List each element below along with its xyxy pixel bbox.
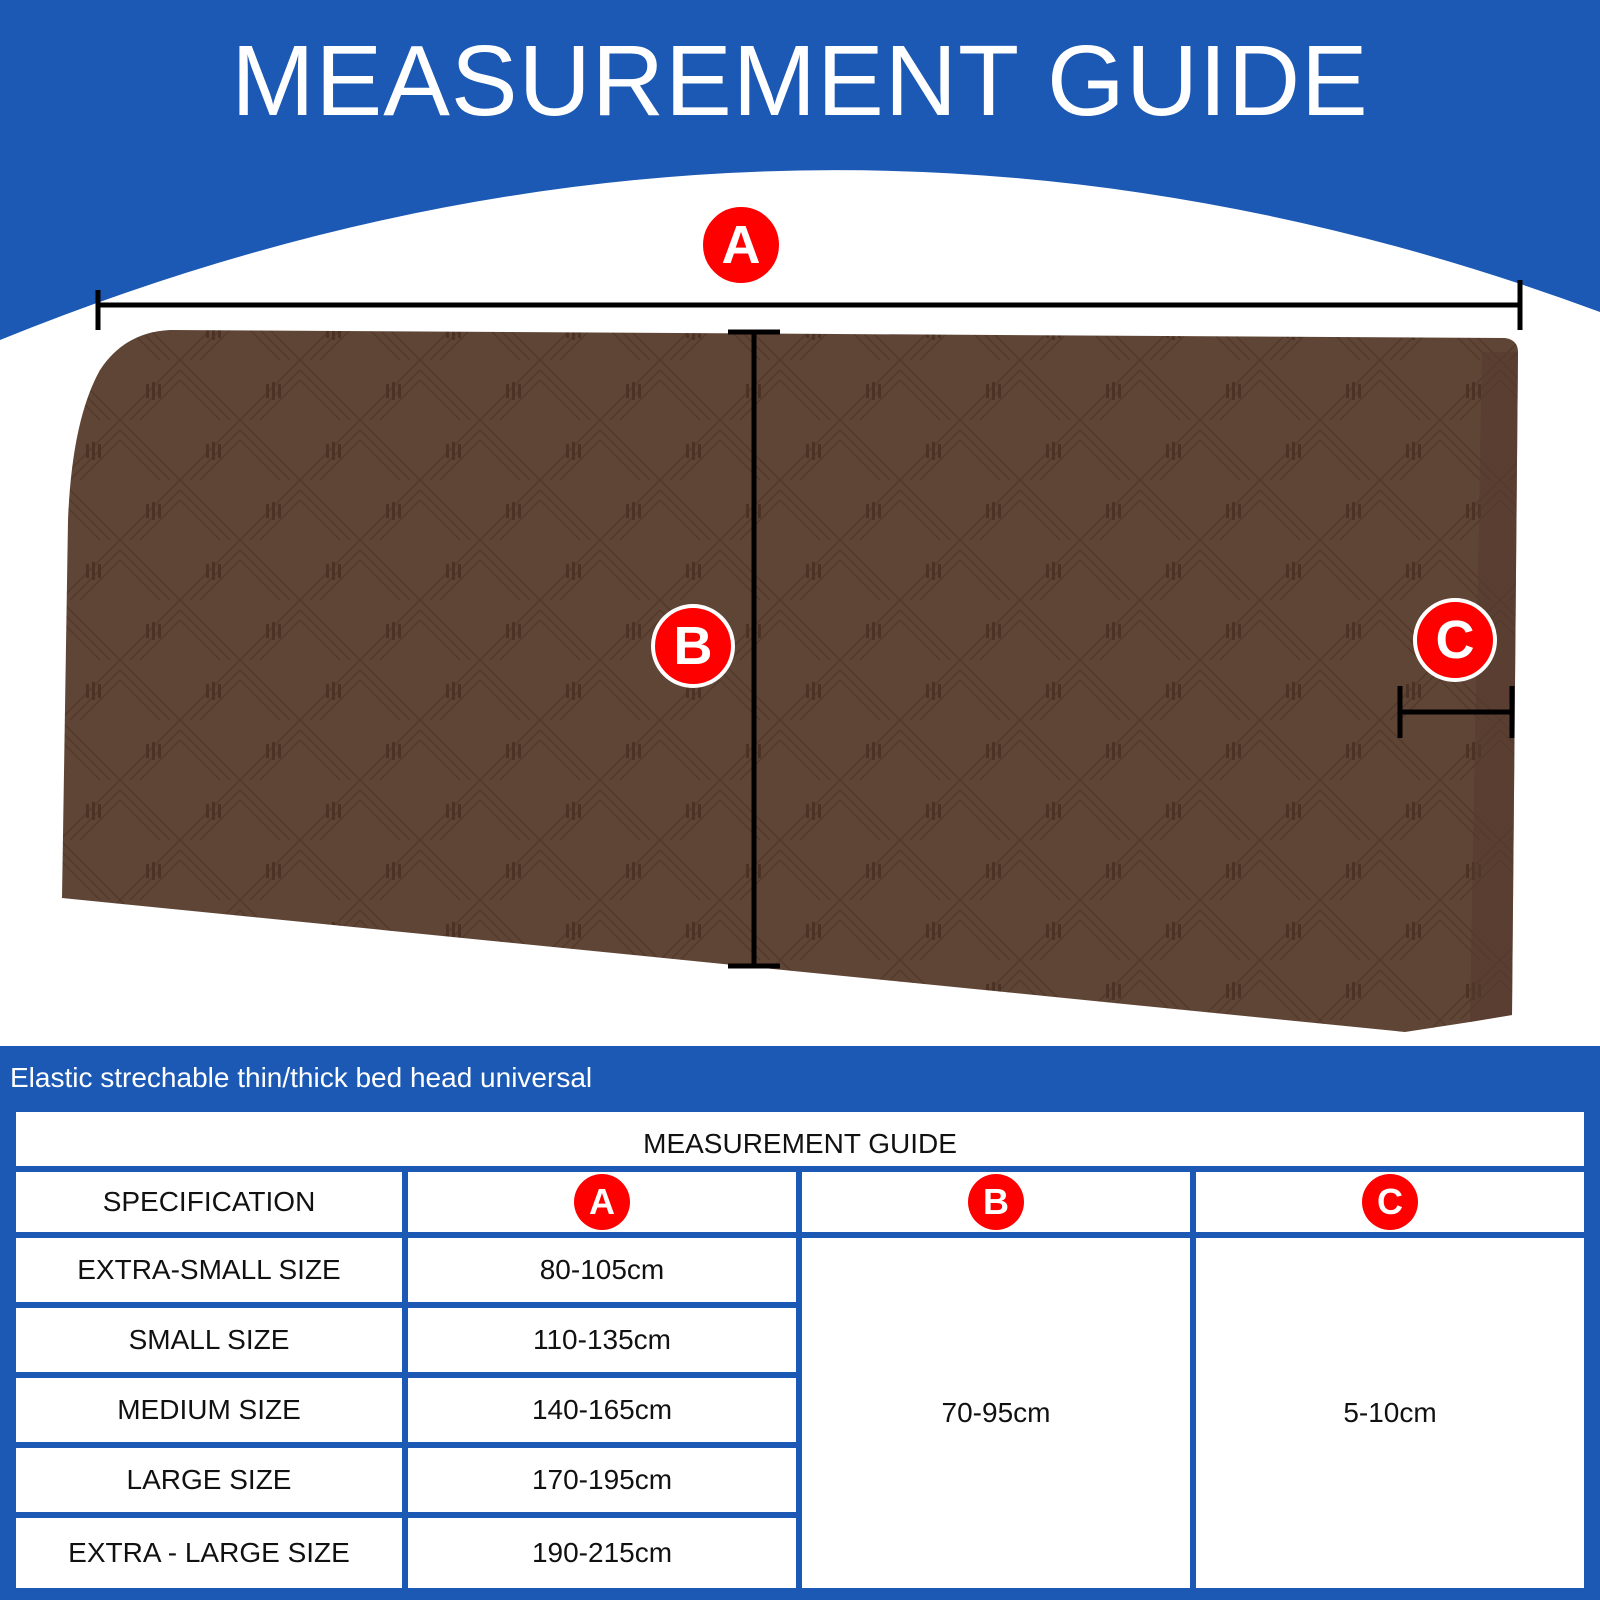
table-title: MEASUREMENT GUIDE bbox=[16, 1112, 1584, 1166]
row-a-value: 140-165cm bbox=[408, 1378, 796, 1442]
row-a-value: 190-215cm bbox=[408, 1518, 796, 1588]
table-subtitle: Elastic strechable thin/thick bed head universal bbox=[10, 1062, 593, 1093]
row-a-value: 170-195cm bbox=[408, 1448, 796, 1512]
header-specification: SPECIFICATION bbox=[16, 1172, 402, 1232]
row-size-label: MEDIUM SIZE bbox=[16, 1378, 402, 1442]
row-a-value: 80-105cm bbox=[408, 1238, 796, 1302]
header-a-badge: A bbox=[574, 1174, 630, 1230]
header-b bbox=[802, 1172, 1190, 1232]
dimension-a-line bbox=[98, 280, 1520, 330]
header-b-badge: B bbox=[968, 1174, 1024, 1230]
row-size-label: LARGE SIZE bbox=[16, 1448, 402, 1512]
header-c bbox=[1196, 1172, 1584, 1232]
dimension-a-badge: A bbox=[699, 203, 783, 287]
row-a-value: 110-135cm bbox=[408, 1308, 796, 1372]
row-size-label: SMALL SIZE bbox=[16, 1308, 402, 1372]
b-value-merged: 70-95cm bbox=[802, 1238, 1190, 1588]
c-value-merged: 5-10cm bbox=[1196, 1238, 1584, 1588]
header-c-badge: C bbox=[1362, 1174, 1418, 1230]
row-size-label: EXTRA-SMALL SIZE bbox=[16, 1238, 402, 1302]
dimension-b-badge: B bbox=[651, 604, 735, 688]
row-size-label: EXTRA - LARGE SIZE bbox=[16, 1518, 402, 1588]
headboard-cover bbox=[62, 330, 1518, 1032]
dimension-c-badge: C bbox=[1413, 598, 1497, 682]
page-title: MEASUREMENT GUIDE bbox=[231, 25, 1369, 137]
headboard-diagram bbox=[0, 270, 1600, 1050]
header-a bbox=[408, 1172, 796, 1232]
